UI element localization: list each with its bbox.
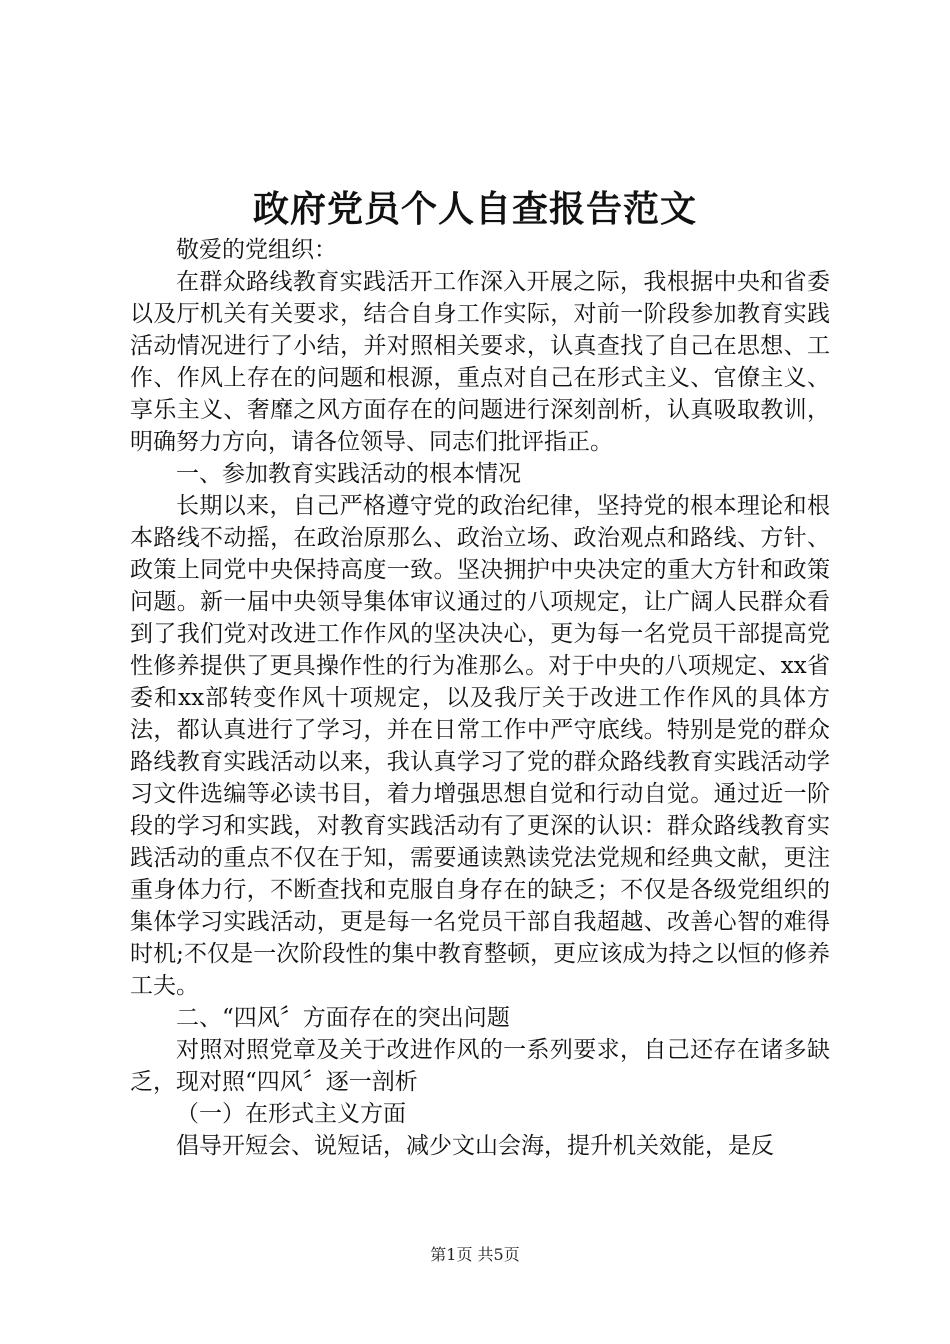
subsection-heading-1: （一）在形式主义方面 [176, 1101, 406, 1127]
document-title: 政府党员个人自查报告范文 [252, 188, 697, 230]
document-body [130, 234, 830, 1162]
section-heading-2: 二、“四风〞方面存在的突出问题 [176, 1005, 510, 1031]
salutation: 敬爱的党组织： [176, 237, 337, 263]
page-footer: 第1页 共5页 [430, 1245, 520, 1264]
subsection-1-paragraph: 倡导开短会、说短话，减少文山会海，提升机关效能，是反 [176, 1133, 774, 1159]
section-2-paragraph: 对照对照党章及关于改进作风的一系列要求，自己还存在诸多缺乏，现对照“四风〞逐一剖析 [130, 1037, 830, 1095]
section-heading-1: 一、参加教育实践活动的根本情况 [176, 461, 521, 487]
intro-paragraph: 在群众路线教育实践活开工作深入开展之际，我根据中央和省委以及厅机关有关要求，结合自身工作实际，对前一阶段参加教育实践活动情况进行了小结，并对照相关要求，认真查找了自己在思想、工作、作风上存在的问题和根源，重点对自己在形式主义、官僚主义、享乐主义、奢靡之风方面存在的问题进行深刻剖析，认真吸取教训，明确努力方向，请各位领导、同志们批评指正。 [130, 269, 830, 455]
section-1-paragraph: 长期以来，自己严格遵守党的政治纪律，坚持党的根本理论和根本路线不动摇，在政治原那么、政治立场、政治观点和路线、方针、政策上同党中央保持高度一致。坚决拥护中央决定的重大方针和政策问题。新一届中央领导集体审议通过的八项规定，让广阔人民群众看到了我们党对改进工作作风的坚决决心，更为每一名党员干部提高党性修养提供了更具操作性的行为准那么。对于中央的八项规定、xx省委和xx部转变作风十项规定，以及我厅关于改进工作作风的具体方法，都认真进行了学习，并在日常工作中严守底线。特别是党的群众路线教育实践活动以来，我认真学习了党的群众路线教育实践活动学习文件选编等必读书目，着力增强思想自觉和行动自觉。通过近一阶段的学习和实践，对教育实践活动有了更深的认识：群众路线教育实践活动的重点不仅在于知，需要通读熟读党法党规和经典文献，更注重身体力行，不断查找和克服自身存在的缺乏；不仅是各级党组织的集体学习实践活动，更是每一名党员干部自我超越、改善心智的难得时机;不仅是一次阶段性的集中教育整顿，更应该成为持之以恒的修养工夫。 [130, 493, 830, 999]
